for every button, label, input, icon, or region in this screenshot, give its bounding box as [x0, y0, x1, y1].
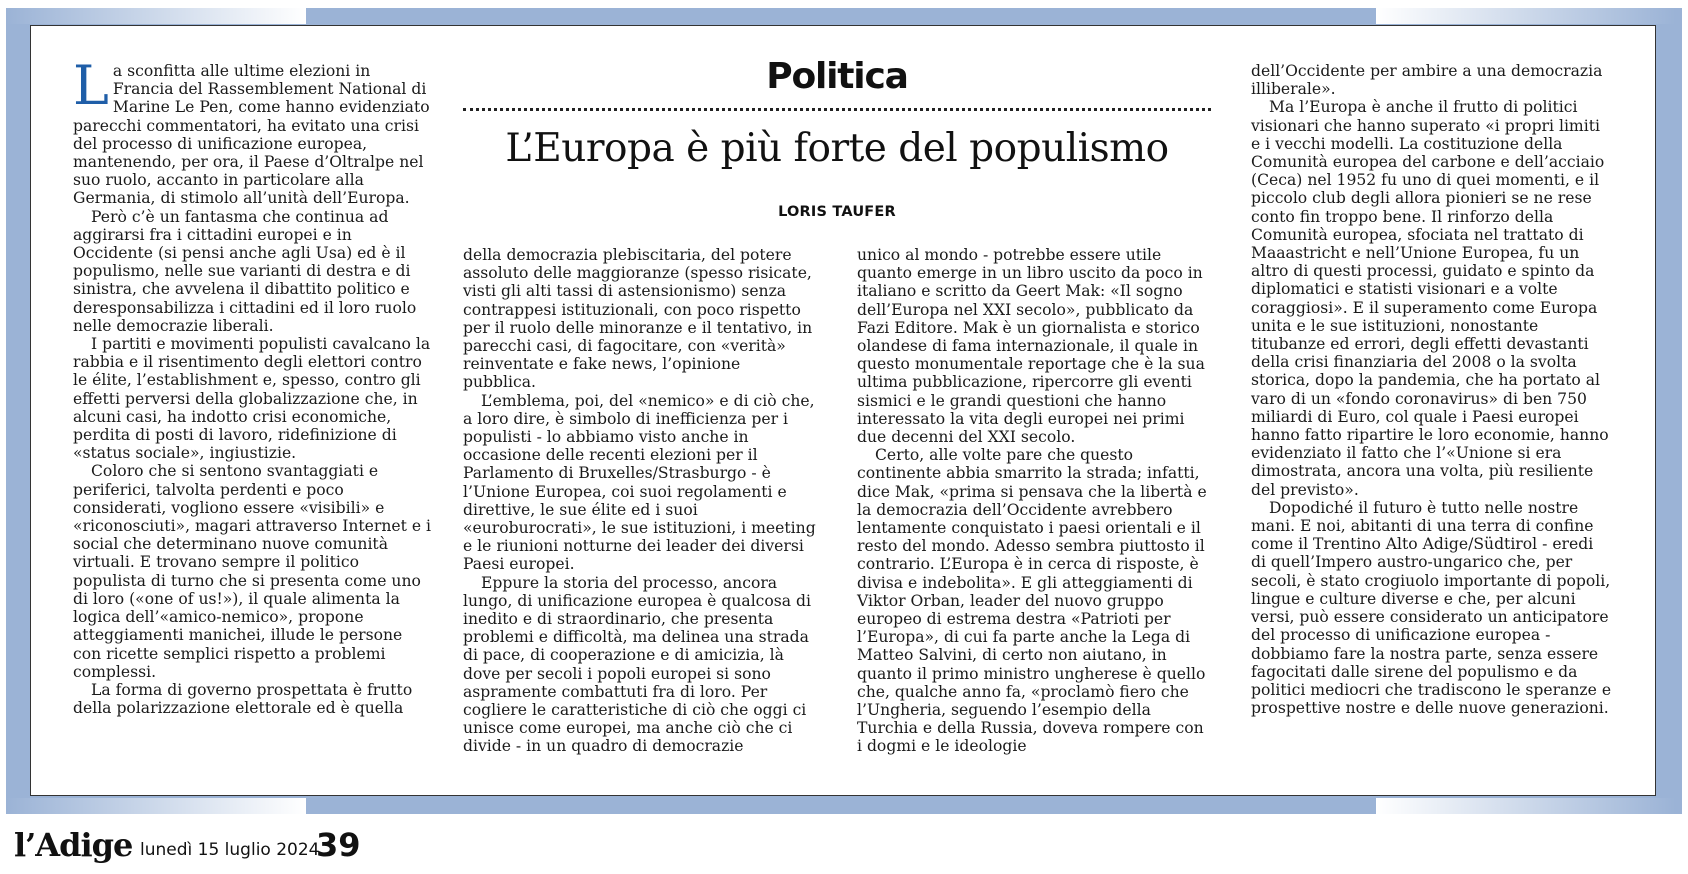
article-paragraph: Dopodiché il futuro è tutto nelle nostre mani. E noi, abitanti di una terra di confine come il Trentino Alto Adige/Südtirol - eredi di quell’Impero austro-ungarico che, per secoli, è stato crogiuolo importante di popoli, lingue e culture diverse e che, per alcuni versi, può essere considerato un anticipatore del processo di unificazione europea - dobbiamo fare la nostra parte, senza essere fagocitati dalle sirene del populismo e da politici mediocri che tradiscono le speranze e prospettive nostre e delle nuove generazioni.: [1251, 498, 1612, 718]
issue-date: lunedì 15 luglio 2024: [140, 840, 320, 860]
article-column-2: [463, 246, 817, 756]
article-paragraph: dell’Occidente per ambire a una democrazia illiberale».: [1251, 62, 1603, 99]
article-paragraph: La sconfitta alle ultime elezioni in Francia del Rassemblement National di Marine Le Pen, come hanno evidenziato parecchi commentatori, ha evitato una crisi del processo di unificazione europea, mantenendo, per ora, il Paese d’Oltralpe nel suo ruolo, accanto in particolare alla Germania, di stimolo all’unità dell’Europa.: [73, 54, 430, 208]
frame-fade: [6, 798, 306, 814]
dotted-divider: [463, 108, 1211, 111]
article-paragraph: Certo, alle volte pare che questo continente abbia smarrito la strada; infatti, dice Mak, «prima si pensava che la libertà e la democrazia dell’Occidente avrebbero lentamente conquistato i paesi orientali e il resto del mondo. Adesso sembra piuttosto il contrario. L’Europa è in cerca di risposte, è divisa e indebolita». E gli atteggiamenti di Viktor Orban, leader del nuovo gruppo europeo di estrema destra «Patrioti per l’Europa», di cui fa parte anche la Lega di Matteo Salvini, di certo non aiutano, in quanto il primo ministro ungherese è quello che, qualche anno fa, «proclamò fiero che l’Ungheria, seguendo l’esempio della Turchia e della Russia, doveva rompere con i dogmi e le ideologie: [857, 446, 1207, 756]
article-paragraph: L’emblema, poi, del «nemico» e di ciò che, a loro dire, è simbolo di inefficienza per i populisti - lo abbiamo visto anche in occasione delle recenti elezioni per il Parlamento di Bruxelles/Strasburgo - è l’Unione Europea, coi suoi regolamenti e direttive, le sue élite ed i suoi «euroburocrati», le sue istituzioni, i meeting e le riunioni notturne dei leader dei diversi Paesi europei.: [463, 391, 816, 574]
article-paragraph: Eppure la storia del processo, ancora lungo, di unificazione europea è qualcosa di inedito e di straordinario, che presenta problemi e difficoltà, ma delinea una strada di pace, di cooperazione e di amicizia, là dove per secoli i popoli europei si sono aspramente combattuti fra di loro. Per cogliere le caratteristiche di ciò che oggi ci unisce come europei, ma anche ciò che ci divide - in un quadro di democrazie: [463, 573, 812, 756]
page-number: 39: [316, 826, 361, 864]
article-column-4: [1251, 62, 1613, 717]
article-headline: L’Europa è più forte del populismo: [505, 126, 1169, 171]
section-title: Politica: [766, 56, 908, 97]
article-page: [30, 25, 1656, 796]
frame-fade: [6, 8, 306, 24]
article-paragraph: Però c’è un fantasma che continua ad aggirarsi fra i cittadini europei e in Occidente (si pensi anche agli Usa) ed è il populismo, nelle sue varianti di destra e di sinistra, che avvelena il dibattito politico e deresponsabilizza i cittadini ed il loro ruolo nelle democrazie liberali.: [73, 207, 417, 335]
newspaper-logo: l’Adige: [14, 826, 133, 864]
article-paragraph: Ma l’Europa è anche il frutto di politici visionari che hanno superato «i propri limiti e i vecchi modelli. La costituzione della Comunità europea del carbone e dell’acciaio (Ceca) nel 1952 fu uno di quei momenti, e il piccolo club degli allora pionieri se ne rese conto fin troppo bene. Il rinforzo della Comunità europea, sfociata nel trattato di Maaastricht e nell’Unione Europea, fu un altro di questi processi, guidato e spinto da diplomatici e statisti visionari e a volte coraggiosi». E il superamento come Europa unita e le sue istituzioni, nonostante titubanze ed errori, degli effetti devastanti della crisi finanziaria del 2008 o la svolta storica, dopo la pandemia, che ha portato al varo di un «fondo coronavirus» di ben 750 miliardi di Euro, col quale i Paesi europei hanno fatto ripartire le loro economie, hanno evidenziato il fatto che l’«Unione si era dimostrata, ancora una volta, più resiliente del previsto».: [1251, 98, 1609, 499]
article-paragraph: Coloro che si sentono svantaggiati e periferici, talvolta perdenti e poco considerati, vogliono essere «visibili» e «riconosciuti», magari attraverso Internet e i social che determinano nuove comunità virtuali. E trovano sempre il politico populista di turno che si presenta come uno di loro («one of us!»), il quale alimenta la logica dell’«amico-nemico», propone atteggiamenti manichei, illude le persone con ricette semplici rispetto a problemi complessi.: [73, 462, 432, 681]
article-paragraph: della democrazia plebiscitaria, del potere assoluto delle maggioranze (spesso risicate, visti gli alti tassi di astensionismo) senza contrappesi istituzionali, con poco rispetto per il ruolo delle minoranze e il tentativo, in parecchi casi, di fagocitare, con «verità» reinventate e fake news, l’opinione pubblica.: [463, 246, 813, 392]
article-paragraph: I partiti e movimenti populisti cavalcano la rabbia e il risentimento degli elettori contro le élite, l’establishment e, spesso, contro gli effetti perversi della globalizzazione che, in alcuni casi, ha indotto crisi economiche, perdita di posti di lavoro, ridefinizione di «status sociale», ingiustizie.: [73, 335, 431, 463]
article-paragraph: La forma di governo prospettata è frutto della polarizzazione elettorale ed è quella: [73, 680, 413, 718]
article-byline: LORIS TAUFER: [778, 204, 896, 220]
article-paragraph: unico al mondo - potrebbe essere utile quanto emerge in un libro uscito da poco in italiano e scritto da Geert Mak: «Il sogno dell’Europa nel XXI secolo», pubblicato da Fazi Editore. Mak è un giornalista e storico olandese di fama internazionale, il quale in questo monumentale reportage che è la sua ultima pubblicazione, ripercorre gli eventi sismici e le grandi questioni che hanno interessato la vita degli europei nei primi due decenni del XXI secolo.: [857, 246, 1205, 447]
frame-fade: [1376, 8, 1676, 24]
article-column-3: [857, 246, 1211, 756]
article-column-1: [73, 54, 433, 718]
frame-fade: [1376, 798, 1676, 814]
drop-cap: L: [73, 54, 109, 117]
